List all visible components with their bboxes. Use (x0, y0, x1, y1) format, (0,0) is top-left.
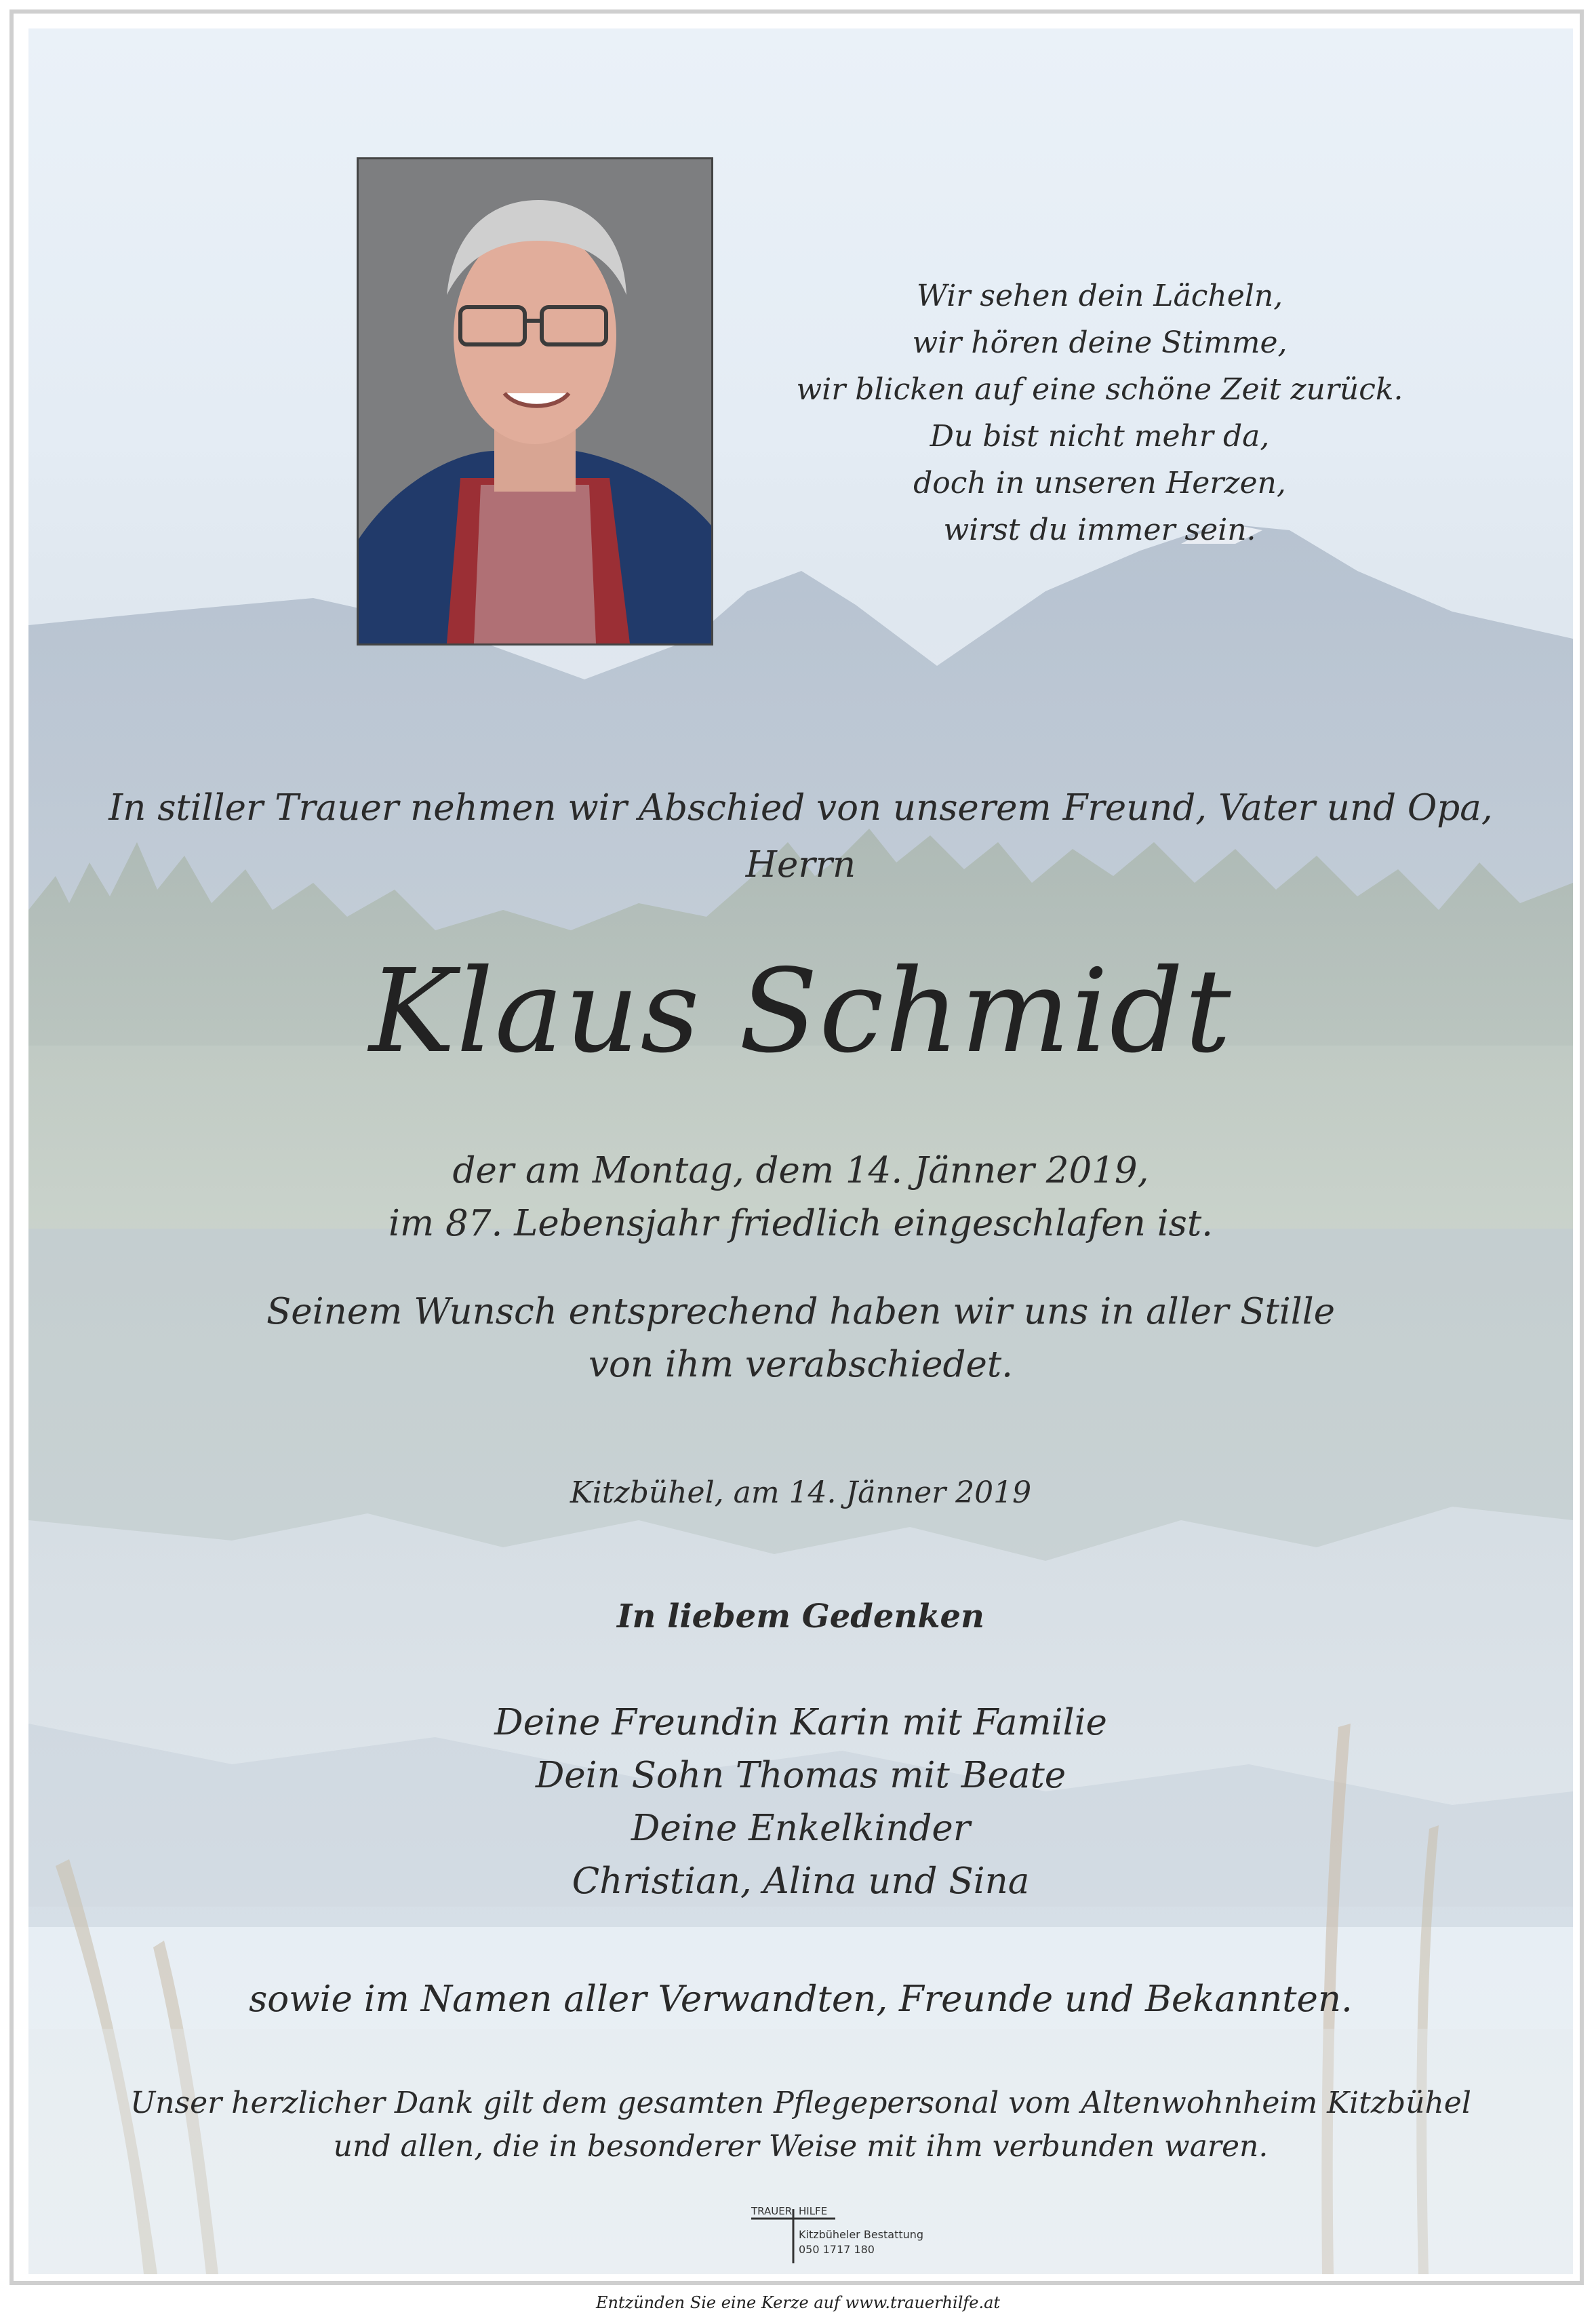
thanks-line: Unser herzlicher Dank gilt dem gesamten Pflegepersonal vom Altenwohnheim Kitzbühel (130, 2086, 1471, 2120)
poem (788, 273, 1412, 553)
farewell-intro-line: In stiller Trauer nehmen wir Abschied von unserem Freund, Vater und Opa, (108, 787, 1493, 829)
farewell-wish (28, 1286, 1573, 1391)
family-list (28, 1696, 1573, 1908)
poem-line: wirst du immer sein. (943, 513, 1256, 547)
farewell-intro (28, 780, 1573, 894)
logo-brand-right: HILFE (799, 2205, 828, 2217)
death-statement (28, 1145, 1573, 1250)
logo-company: Kitzbüheler Bestattung (799, 2228, 924, 2241)
logo-phone: 050 1717 180 (799, 2243, 875, 2256)
funeral-home-logo (747, 2205, 923, 2266)
death-statement-line: im 87. Lebensjahr friedlich eingeschlafen ist. (388, 1203, 1214, 1244)
poem-line: doch in unseren Herzen, (913, 466, 1286, 500)
death-statement-line: der am Montag, dem 14. Jänner 2019, (452, 1150, 1149, 1191)
thanks-note (28, 2082, 1573, 2168)
family-member: Dein Sohn Thomas mit Beate (535, 1755, 1066, 1796)
family-member: Deine Enkelkinder (631, 1808, 971, 1849)
portrait-photo (357, 157, 713, 646)
poem-line: Du bist nicht mehr da, (930, 419, 1270, 454)
poem-line: Wir sehen dein Lächeln, (916, 279, 1283, 313)
place-and-date: Kitzbühel, am 14. Jänner 2019 (570, 1475, 1032, 1510)
notice-background (28, 28, 1573, 2274)
deceased-name: Klaus Schmidt (369, 945, 1233, 1079)
notice-frame (9, 9, 1584, 2285)
farewell-intro-salutation: Herrn (745, 844, 856, 886)
logo-brand-left: TRAUER (751, 2205, 793, 2217)
farewell-wish-line: Seinem Wunsch entsprechend haben wir uns in aller Stille (266, 1291, 1336, 1332)
footer-candle-link[interactable]: Entzünden Sie eine Kerze auf www.trauerhilfe.at (595, 2293, 1001, 2312)
poem-line: wir blicken auf eine schöne Zeit zurück. (796, 372, 1403, 407)
family-member: Deine Freundin Karin mit Familie (494, 1702, 1107, 1743)
thanks-line: und allen, die in besonderer Weise mit ihm verbunden waren. (333, 2129, 1269, 2164)
family-member: Christian, Alina und Sina (572, 1861, 1030, 1902)
farewell-wish-line: von ihm verabschiedet. (588, 1344, 1013, 1385)
memory-heading: In liebem Gedenken (617, 1597, 984, 1635)
relatives-note: sowie im Namen aller Verwandten, Freunde und Bekannten. (249, 1979, 1353, 2020)
poem-line: wir hören deine Stimme, (912, 325, 1288, 360)
